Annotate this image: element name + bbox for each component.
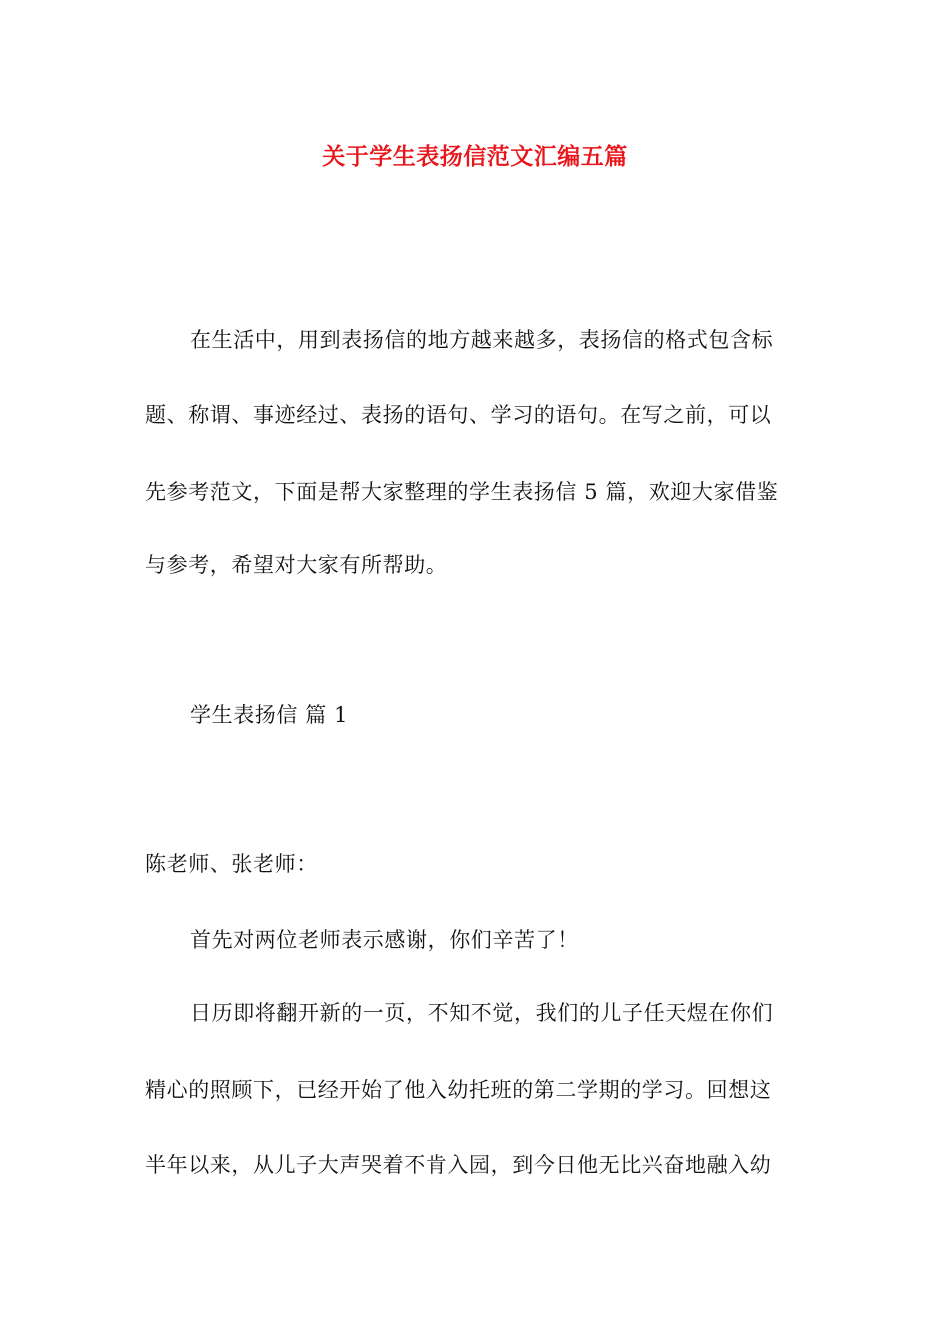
salutation: 陈老师、张老师： [145, 852, 318, 876]
document-title: 关于学生表扬信范文汇编五篇 [322, 143, 628, 170]
thanks-line: 首先对两位老师表示感谢，你们辛苦了！ [190, 928, 579, 952]
body-line: 半年以来，从儿子大声哭着不肯入园，到今日他无比兴奋地融入幼 [145, 1153, 772, 1177]
intro-line: 先参考范文，下面是帮大家整理的学生表扬信 5 篇，欢迎大家借鉴 [145, 480, 779, 504]
intro-line: 在生活中，用到表扬信的地方越来越多，表扬信的格式包含标 [190, 328, 774, 352]
intro-line: 与参考，希望对大家有所帮助。 [145, 553, 448, 577]
intro-line: 题、称谓、事迹经过、表扬的语句、学习的语句。在写之前，可以 [145, 403, 772, 427]
body-line: 精心的照顾下，已经开始了他入幼托班的第二学期的学习。回想这 [145, 1078, 772, 1102]
body-line: 日历即将翻开新的一页，不知不觉，我们的儿子任天煜在你们 [190, 1001, 774, 1025]
section-heading: 学生表扬信 篇 1 [190, 703, 349, 727]
